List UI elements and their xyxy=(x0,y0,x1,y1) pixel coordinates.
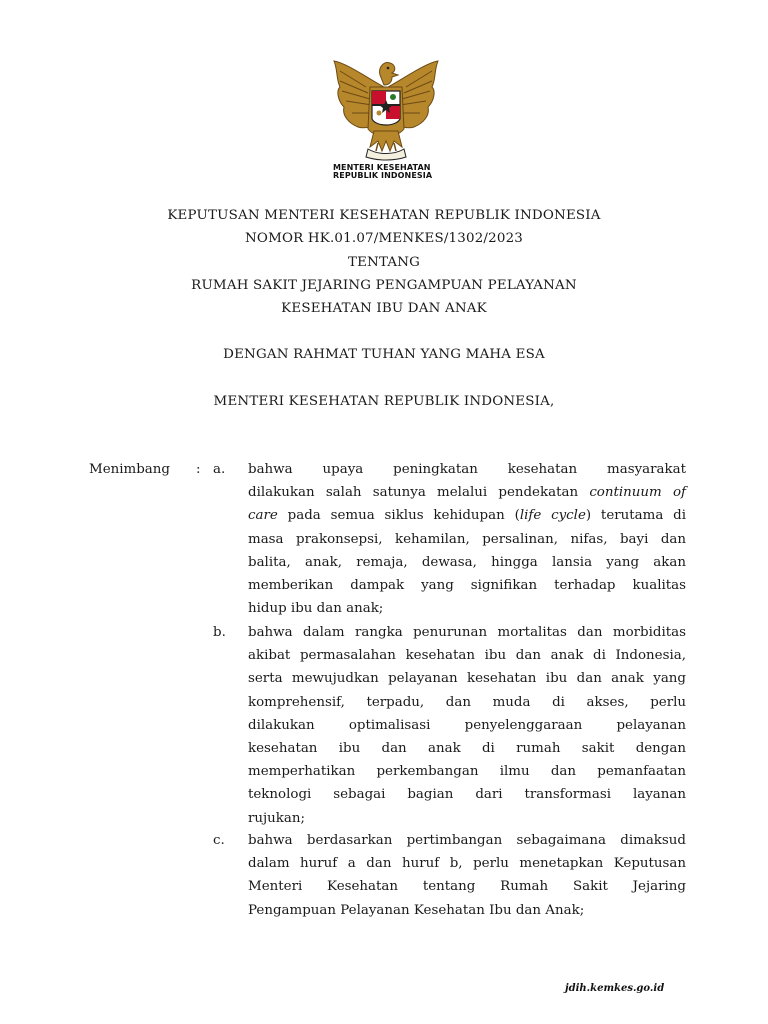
item-c-line: Menteri Kesehatan tentang Rumah Sakit Jejaring xyxy=(248,879,686,895)
item-b-line: dilakukan optimalisasi penyelenggaraan pelayanan xyxy=(248,717,686,733)
item-a-line: care pada semua siklus kehidupan (life cycle) terutama di xyxy=(248,508,687,524)
item-b-line: serta mewujudkan pelayanan kesehatan ibu dan anak yang xyxy=(248,671,686,687)
item-b-letter: b. xyxy=(213,625,226,640)
decree-title: KEPUTUSAN MENTERI KESEHATAN REPUBLIK INDONESIA xyxy=(167,208,601,223)
item-b-line: akibat permasalahan kesehatan ibu dan anak di Indonesia, xyxy=(248,648,686,664)
item-b-line: kesehatan ibu dan anak di rumah sakit dengan xyxy=(248,741,686,757)
emblem-caption-line2: REPUBLIK INDONESIA xyxy=(333,171,433,180)
item-b-line: rujukan; xyxy=(248,810,306,826)
item-a-line: masa prakonsepsi, kehamilan, persalinan, nifas, bayi dan xyxy=(248,531,686,547)
preamble: DENGAN RAHMAT TUHAN YANG MAHA ESA xyxy=(223,347,545,362)
item-b-line: komprehensif, terpadu, dan muda di akses, perlu xyxy=(248,694,686,710)
subject-line-2: KESEHATAN IBU DAN ANAK xyxy=(281,301,487,316)
considering-colon: : xyxy=(196,462,201,477)
item-c-line: dalam huruf a dan huruf b, perlu menetapkan Keputusan xyxy=(248,856,686,872)
about-label: TENTANG xyxy=(347,255,421,270)
authority-line: MENTERI KESEHATAN REPUBLIK INDONESIA, xyxy=(213,394,555,409)
item-c-body xyxy=(248,829,686,922)
item-b-line: bahwa dalam rangka penurunan mortalitas dan morbiditas xyxy=(248,625,686,640)
garuda-pancasila-emblem-icon xyxy=(326,57,446,179)
footer-site-link[interactable]: jdih.kemkes.go.id xyxy=(565,983,665,994)
item-b-line: teknologi sebagai bagian dari transformasi layanan xyxy=(248,787,686,803)
subject-line-1: RUMAH SAKIT JEJARING PENGAMPUAN PELAYANAN xyxy=(191,278,577,293)
considering-label: Menimbang xyxy=(89,462,170,477)
item-b-body xyxy=(248,621,686,830)
item-a-letter: a. xyxy=(213,462,226,477)
item-a-line: hidup ibu dan anak; xyxy=(248,601,384,617)
item-c-letter: c. xyxy=(213,833,225,848)
emblem-caption-line1: MENTERI KESEHATAN xyxy=(333,163,431,172)
item-a-line: dilakukan salah satunya melalui pendekatan continuum of xyxy=(248,485,686,501)
decree-number: NOMOR HK.01.07/MENKES/1302/2023 xyxy=(244,231,524,246)
item-c-line: bahwa berdasarkan pertimbangan sebagaimana dimaksud xyxy=(248,833,686,848)
item-a-line: memberikan dampak yang signifikan terhadap kualitas xyxy=(248,578,686,594)
item-a-line: balita, anak, remaja, dewasa, hingga lansia yang akan xyxy=(248,554,686,570)
item-b-line: memperhatikan perkembangan ilmu dan pemanfaatan xyxy=(248,764,686,780)
item-a-line: bahwa upaya peningkatan kesehatan masyarakat xyxy=(248,462,686,477)
item-c-line: Pengampuan Pelayanan Kesehatan Ibu dan Anak; xyxy=(248,902,585,918)
item-a-body xyxy=(248,458,686,620)
